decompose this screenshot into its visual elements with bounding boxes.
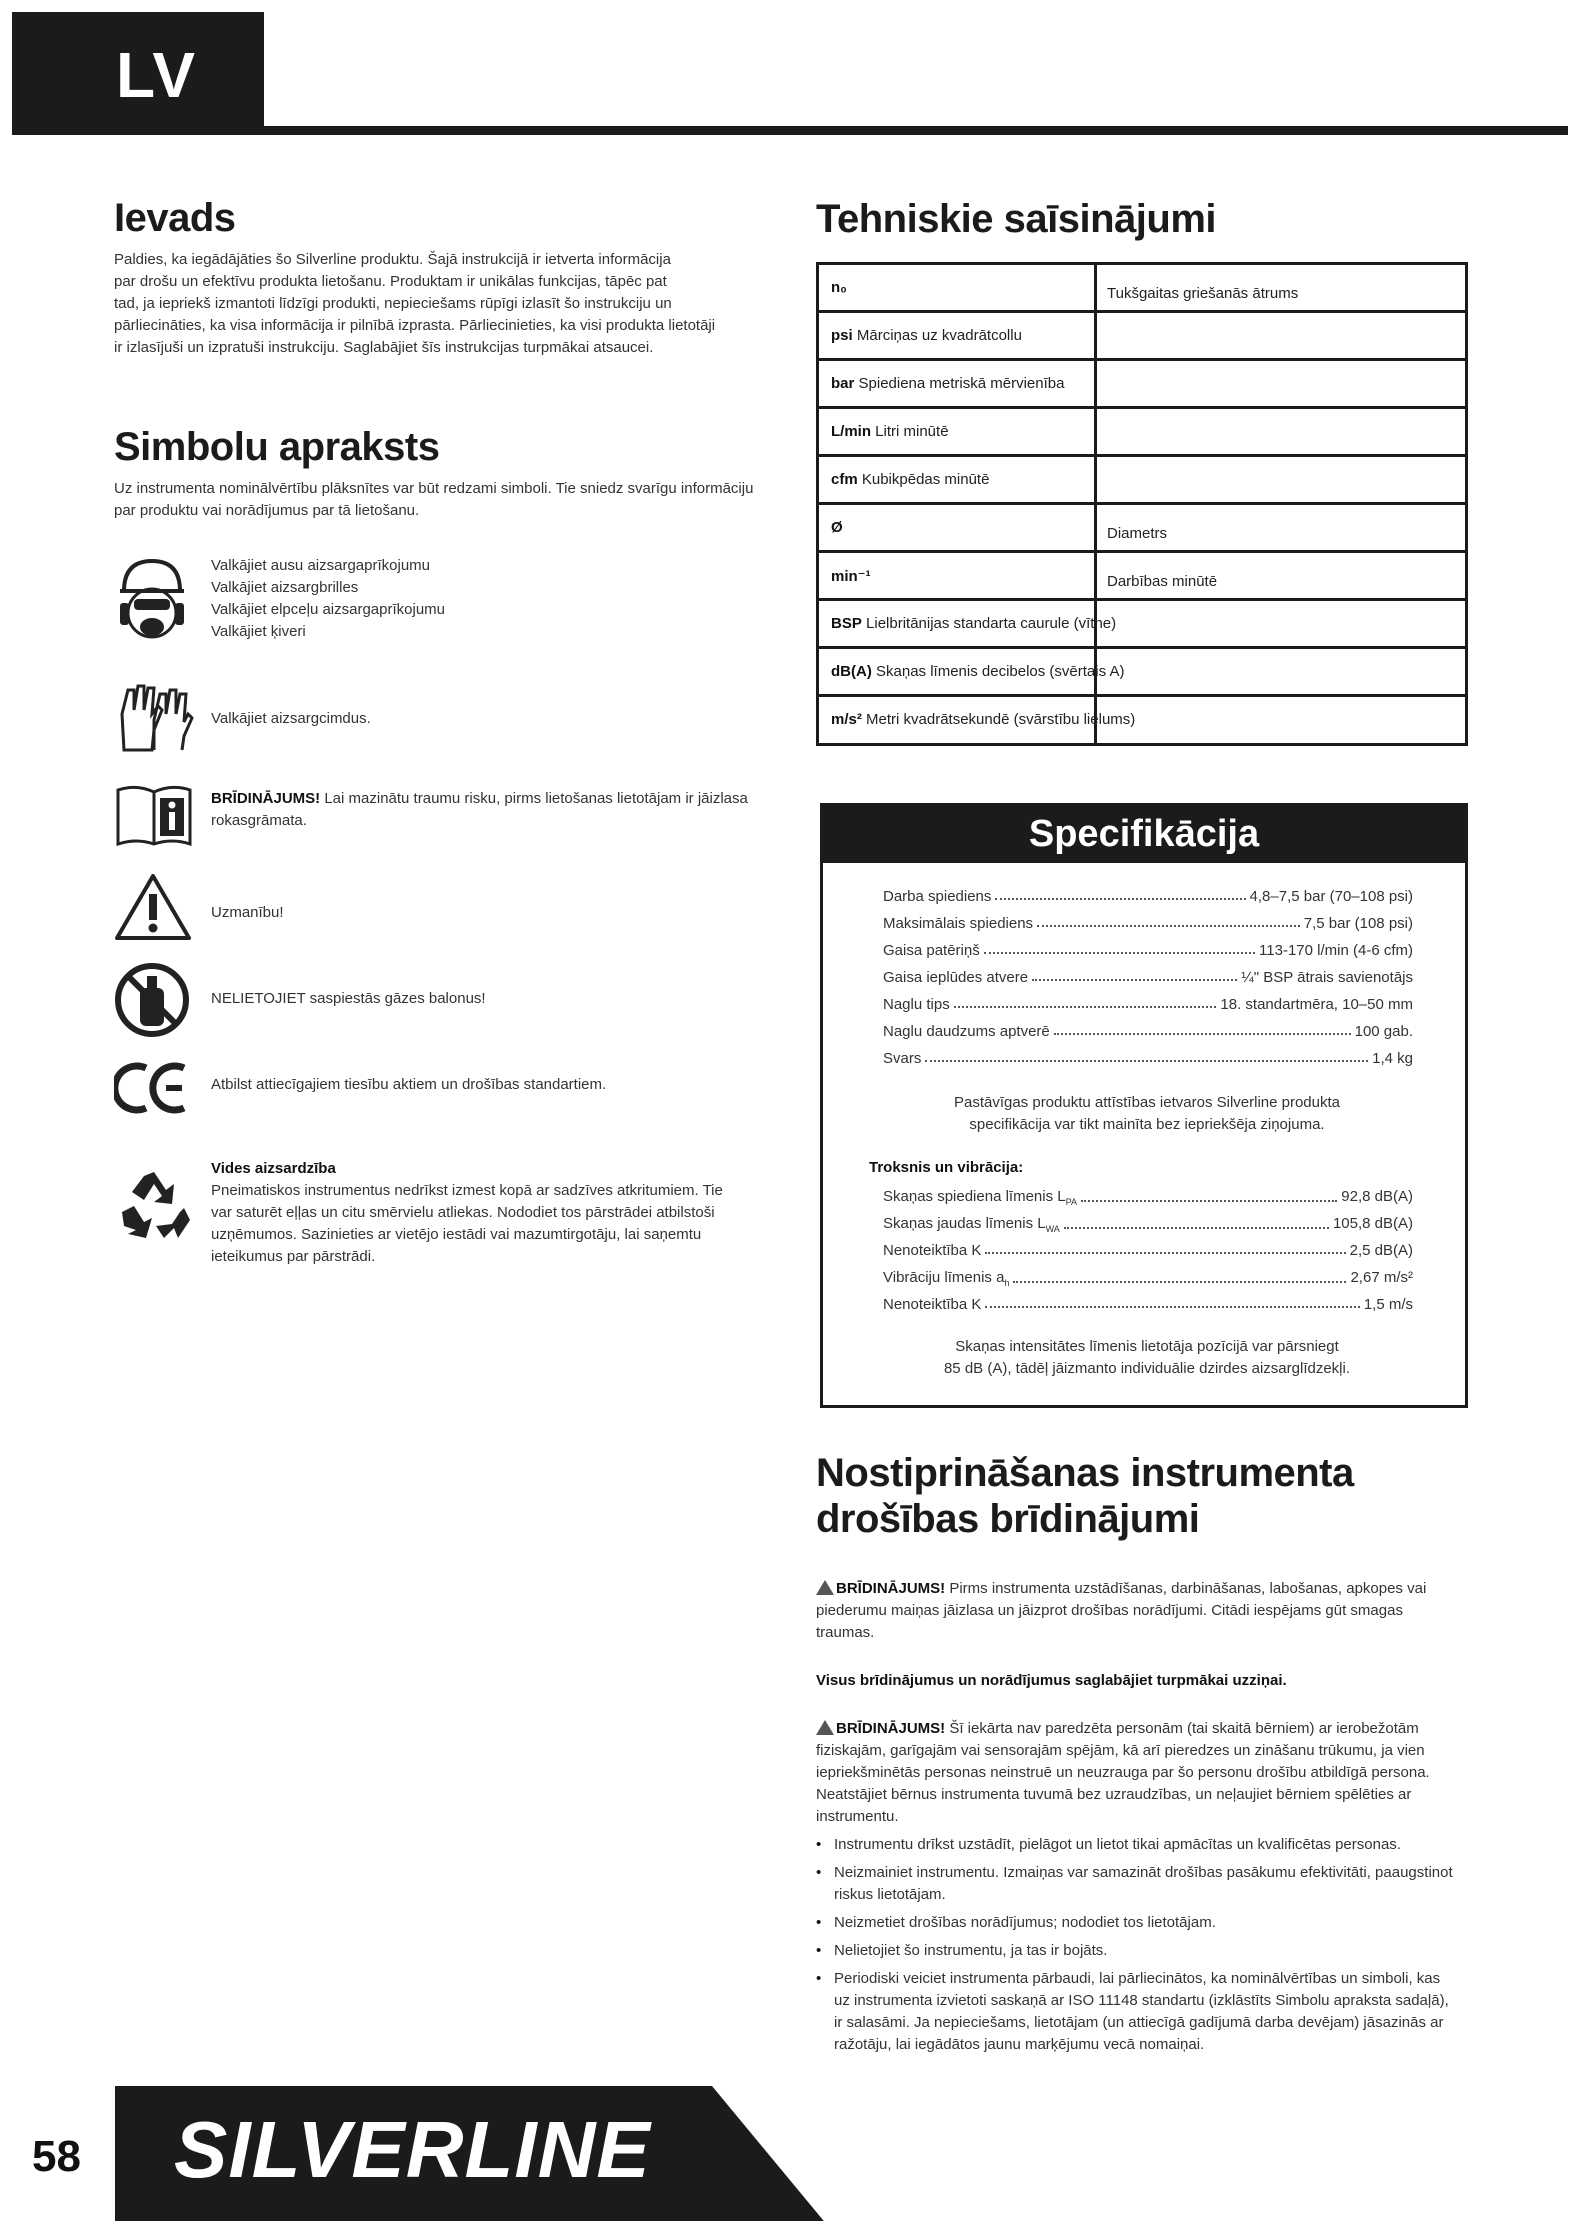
table-row bbox=[819, 313, 1465, 361]
spec-note-line: specifikācija var tikt mainīta bez iepriekšēja ziņojuma. bbox=[969, 1116, 1325, 1133]
safety-title-line-2: drošības brīdinājumi bbox=[816, 1497, 1200, 1541]
noise-label: Nenoteiktība K bbox=[883, 1296, 982, 1313]
spec-note-line: Pastāvīgas produktu attīstības ietvaros Silverline produkta bbox=[953, 1094, 1341, 1111]
spec-box bbox=[820, 803, 1468, 1408]
table-row bbox=[819, 409, 1465, 457]
spec-line bbox=[883, 969, 1413, 986]
warning-text: Šī iekārta nav paredzēta personām (tai skaitā bērniem) ar ierobežotām fiziskajām, garīgajām vai sensorajām spējām, kā arī pieredzes un zināšanu trūkumu, ja vien iepriekšminētās personas neinstruē un neuzrauga par šo personu drošību atbildīgā persona. Neatstājiet bērnus instrumenta tuvumā bez uzraudzības, un neļaujiet bērniem spēlēties ar instrumentu. bbox=[816, 1720, 1430, 1825]
noise-value: 2,67 m/s² bbox=[1350, 1269, 1413, 1286]
warning-paragraph-2 bbox=[816, 1718, 1456, 1828]
spec-value: 18. standartmēra, 10–50 mm bbox=[1220, 996, 1413, 1013]
gloves-icon bbox=[114, 680, 194, 756]
noise-line bbox=[883, 1242, 1413, 1259]
noise-label: Skaņas spiediena līmenis L bbox=[883, 1188, 1066, 1205]
ppe-eye-text: Valkājiet aizsargbrilles bbox=[211, 579, 359, 596]
environment-line: ieteikumus par pārstrādi. bbox=[211, 1248, 376, 1265]
noise-label: Vibrāciju līmenis a bbox=[883, 1269, 1005, 1286]
spec-value: 113-170 l/min (4-6 cfm) bbox=[1259, 942, 1413, 959]
list-item: • Periodiski veiciet instrumenta pārbaudi, lai pārliecinātos, ka nominālvērtības un simboli, kas uz instrumenta izvietoti saskaņā ar ISO 11148 standartu (izklāstīts Simbolu apraksta sadaļā), ir salasāmi. Ja nepieciešams, lietotājam (un attiecīgā gadījumā darba devējam) jāsazinās ar ražotāju, lai iegādātos jaunu marķējumu vecā nomaiņai. bbox=[816, 1968, 1456, 2056]
abbr-meaning: Litri minūtē bbox=[875, 423, 949, 440]
noise-value: 105,8 dB(A) bbox=[1332, 1215, 1413, 1232]
noise-line bbox=[883, 1296, 1413, 1313]
spec-value: ¼" BSP ātrais savienotājs bbox=[1241, 969, 1413, 986]
symbol-ppe bbox=[114, 555, 774, 655]
intro-section bbox=[114, 195, 764, 359]
noise-value: 1,5 m/s bbox=[1363, 1296, 1413, 1313]
abbr-meaning: Metri kvadrātsekundē (svārstību lielums) bbox=[866, 711, 1136, 728]
gloves-text: Valkājiet aizsargcimdus. bbox=[211, 710, 371, 727]
intro-line: ir izlasījuši un izpratuši instrukciju. Saglabājiet šīs instrukcijas turpmākai atsaucei. bbox=[114, 339, 654, 356]
warning-text: Pirms instrumenta uzstādīšanas, darbināšanas, labošanas, apkopes vai piederumu maiņas jāizlasa un jāizprot drošības norādījumi. Citādi iespējams gūt smagas traumas. bbox=[816, 1580, 1427, 1641]
footer bbox=[12, 2086, 1568, 2221]
manual-text-1: Lai mazinātu traumu risku, pirms lietošanas lietotājam ir jāizlasa bbox=[324, 790, 748, 807]
noise-sub: WA bbox=[1045, 1224, 1060, 1234]
symbols-title: Simbolu apraksts bbox=[114, 425, 440, 469]
warning-paragraph-1 bbox=[816, 1578, 1456, 1644]
abbr-meaning: Mārciņas uz kvadrātcollu bbox=[856, 327, 1022, 344]
warning-label: BRĪDINĀJUMS! bbox=[836, 1720, 946, 1737]
spec-label: Gaisa ieplūdes atvere bbox=[883, 969, 1029, 986]
table-row bbox=[819, 601, 1465, 649]
symbol-ce bbox=[114, 1060, 774, 1120]
intro-line: par drošu un efektīvu produkta lietošanu. Produktam ir unikālas funkcijas, tāpēc pat bbox=[114, 273, 667, 290]
symbol-no-gas bbox=[114, 962, 774, 1038]
table-row bbox=[819, 553, 1465, 601]
spec-label: Maksimālais spiediens bbox=[883, 915, 1034, 932]
manual-icon bbox=[114, 782, 194, 848]
list-item: • Nelietojiet šo instrumentu, ja tas ir bojāts. bbox=[816, 1940, 1456, 1962]
safety-bullets bbox=[816, 1834, 1456, 2056]
ppe-ear-text: Valkājiet ausu aizsargaprīkojumu bbox=[211, 557, 431, 574]
abbr: bar bbox=[831, 375, 855, 392]
symbol-caution bbox=[114, 872, 774, 942]
language-tab bbox=[12, 12, 264, 130]
symbol-manual bbox=[114, 782, 774, 852]
spec-label: Naglu daudzums aptverē bbox=[883, 1023, 1050, 1040]
keep-instructions: Visus brīdinājumus un norādījumus saglabājiet turpmākai uzziņai. bbox=[816, 1672, 1287, 1689]
header-rule bbox=[12, 126, 1568, 135]
language-code: LV bbox=[116, 39, 198, 111]
recycle-icon bbox=[114, 1168, 194, 1244]
tech-section bbox=[816, 196, 1468, 242]
abbr: m/s² bbox=[831, 711, 862, 728]
abbr: Ø bbox=[831, 519, 843, 536]
ppe-helmet-text: Valkājiet ķiveri bbox=[211, 623, 306, 640]
table-row bbox=[819, 265, 1465, 313]
spec-value: 100 gab. bbox=[1354, 1023, 1413, 1040]
page-number: 58 bbox=[32, 2132, 81, 2181]
symbols-intro-line: Uz instrumenta nominālvērtību plāksnītes var būt redzami simboli. Tie sniedz svarīgu informāciju bbox=[114, 480, 754, 497]
abbr-meaning: Darbības minūtē bbox=[1094, 553, 1465, 598]
warning-label: BRĪDINĀJUMS! bbox=[836, 1580, 946, 1597]
noise-sub: PA bbox=[1065, 1197, 1077, 1207]
abbr: L/min bbox=[831, 423, 871, 440]
noise-sub: h bbox=[1004, 1278, 1010, 1288]
abbr: psi bbox=[831, 327, 853, 344]
safety-section bbox=[816, 1450, 1456, 2056]
safety-title-line-1: Nostiprināšanas instrumenta bbox=[816, 1451, 1354, 1495]
spec-line bbox=[883, 888, 1413, 905]
environment-line: var saturēt eļļas un citu smērvielu atliekas. Nododiet tos pārstrādei atbilstoši bbox=[211, 1204, 715, 1221]
spec-label: Gaisa patēriņš bbox=[883, 942, 980, 959]
spec-note-line: 85 dB (A), tādēļ jāizmanto individuālie dzirdes aizsarglīdzekļi. bbox=[943, 1360, 1351, 1377]
noise-line bbox=[883, 1269, 1413, 1288]
intro-title: Ievads bbox=[114, 196, 236, 240]
abbr: cfm bbox=[831, 471, 858, 488]
caution-text: Uzmanību! bbox=[211, 904, 284, 921]
spec-line bbox=[883, 1050, 1413, 1067]
spec-line bbox=[883, 1023, 1413, 1040]
table-row bbox=[819, 649, 1465, 697]
caution-icon bbox=[114, 872, 192, 942]
intro-line: tad, ja iepriekš izmantoti līdzīgi produkti, nepieciešams rūpīgi izlasīt šo instrukciju un bbox=[114, 295, 672, 312]
symbol-gloves bbox=[114, 680, 774, 760]
abbr-meaning: Skaņas līmenis decibelos (svērtais A) bbox=[876, 663, 1125, 680]
table-row bbox=[819, 697, 1465, 743]
abbr: n₀ bbox=[831, 279, 847, 296]
spec-label: Darba spiediens bbox=[883, 888, 992, 905]
noise-value: 2,5 dB(A) bbox=[1349, 1242, 1413, 1259]
list-item: • Neizmainiet instrumentu. Izmaiņas var samazināt drošības pasākumu efektivitāti, paaugstinot riskus lietotājam. bbox=[816, 1862, 1456, 1906]
page-number-box bbox=[12, 2086, 120, 2221]
warning-icon bbox=[816, 1720, 834, 1735]
abbr-meaning: Kubikpēdas minūtē bbox=[861, 471, 990, 488]
noise-label: Skaņas jaudas līmenis L bbox=[883, 1215, 1046, 1232]
ce-text: Atbilst attiecīgajiem tiesību aktiem un drošības standartiem. bbox=[211, 1076, 607, 1093]
manual-text-2: rokasgrāmata. bbox=[211, 812, 307, 829]
spec-title: Specifikācija bbox=[823, 806, 1465, 863]
symbols-section bbox=[114, 424, 764, 522]
no-gas-text: NELIETOJIET saspiestās gāzes balonus! bbox=[211, 990, 486, 1007]
brand-logo: SILVERLINE bbox=[174, 2105, 651, 2194]
abbr-meaning: Diametrs bbox=[1094, 505, 1465, 550]
list-item: • Neizmetiet drošības norādījumus; nododiet tos lietotājam. bbox=[816, 1912, 1456, 1934]
noise-title: Troksnis un vibrācija: bbox=[869, 1159, 1024, 1176]
abbr: BSP bbox=[831, 615, 862, 632]
abbr-meaning: Lielbritānijas standarta caurule (vītne) bbox=[866, 615, 1117, 632]
noise-value: 92,8 dB(A) bbox=[1341, 1188, 1413, 1205]
spec-line bbox=[883, 996, 1413, 1013]
tech-title: Tehniskie saīsinājumi bbox=[816, 197, 1217, 241]
spec-value: 7,5 bar (108 psi) bbox=[1303, 915, 1413, 932]
abbr: dB(A) bbox=[831, 663, 872, 680]
spec-value: 4,8–7,5 bar (70–108 psi) bbox=[1249, 888, 1413, 905]
environment-line: uzņēmumos. Sazinieties ar vietējo iestādi vai mazumtirgotāju, lai saņemtu bbox=[211, 1226, 702, 1243]
ppe-head-icon bbox=[114, 555, 190, 647]
intro-line: Paldies, ka iegādājāties šo Silverline produktu. Šajā instrukcijā ir ietverta informācija bbox=[114, 251, 671, 268]
tech-table bbox=[816, 262, 1468, 746]
noise-line bbox=[883, 1188, 1413, 1207]
ce-mark-icon bbox=[114, 1060, 190, 1116]
table-row bbox=[819, 457, 1465, 505]
manual-warning-label: BRĪDINĀJUMS! bbox=[211, 790, 321, 807]
abbr-meaning: Tukšgaitas griešanās ātrums bbox=[1094, 265, 1465, 310]
symbol-environment bbox=[114, 1158, 774, 1268]
list-item: • Instrumentu drīkst uzstādīt, pielāgot un lietot tikai apmācītas un kvalificētas personas. bbox=[816, 1834, 1456, 1856]
spec-label: Naglu tips bbox=[883, 996, 950, 1013]
abbr-meaning: Spiediena metriskā mērvienība bbox=[858, 375, 1065, 392]
noise-label: Nenoteiktība K bbox=[883, 1242, 982, 1259]
intro-line: pārliecināties, ka visa informācija ir pilnībā izprasta. Pārliecinieties, ka visi produkta lietotāji bbox=[114, 317, 716, 334]
spec-value: 1,4 kg bbox=[1372, 1050, 1413, 1067]
spec-note-line: Skaņas intensitātes līmenis lietotāja pozīcijā var pārsniegt bbox=[955, 1338, 1339, 1355]
symbols-intro-line: par produktu vai norādījumus par tā lietošanu. bbox=[114, 502, 420, 519]
spec-line bbox=[883, 942, 1413, 959]
warning-icon bbox=[816, 1580, 834, 1595]
table-row bbox=[819, 505, 1465, 553]
spec-line bbox=[883, 915, 1413, 932]
spec-label: Svars bbox=[883, 1050, 922, 1067]
footer-diagonal bbox=[712, 2086, 1572, 2221]
environment-title: Vides aizsardzība bbox=[211, 1160, 336, 1177]
ppe-resp-text: Valkājiet elpceļu aizsargaprīkojumu bbox=[211, 601, 446, 618]
environment-line: Pneimatiskos instrumentus nedrīkst izmest kopā ar sadzīves atkritumiem. Tie bbox=[211, 1182, 723, 1199]
no-gas-cylinder-icon bbox=[114, 962, 190, 1038]
table-row bbox=[819, 361, 1465, 409]
noise-line bbox=[883, 1215, 1413, 1234]
abbr: min⁻¹ bbox=[831, 568, 871, 585]
